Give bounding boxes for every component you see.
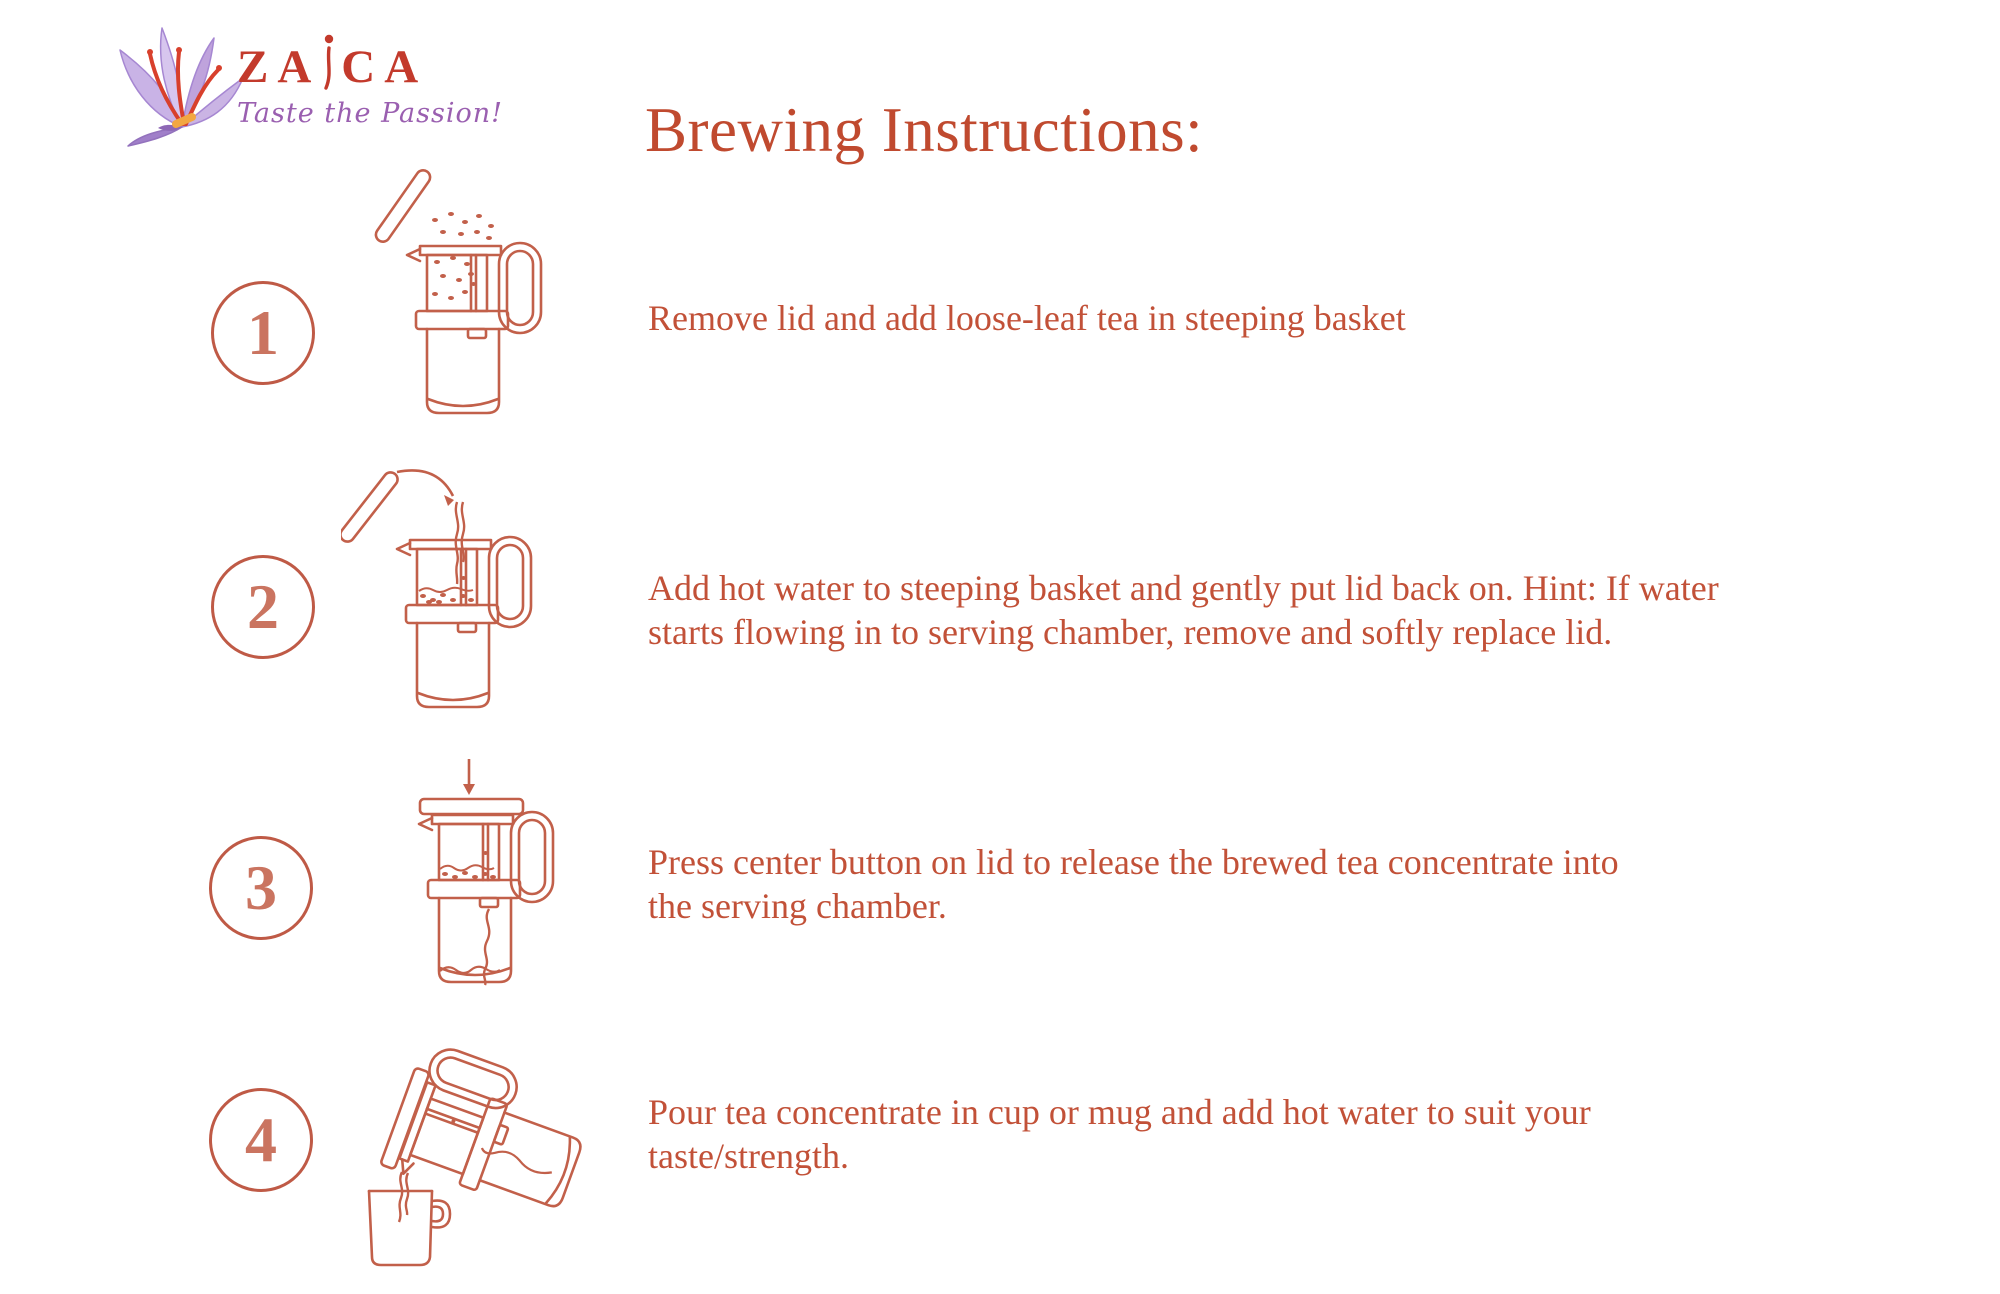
mug	[369, 1191, 450, 1265]
step-text-line: Pour tea concentrate in cup or mug and add hot water to suit your	[648, 1092, 1591, 1132]
step-number: 4	[245, 1104, 277, 1175]
step-1-text	[648, 296, 1628, 340]
stylized-i-icon	[320, 34, 338, 92]
step-4-text	[648, 1090, 1628, 1178]
brand-name-right: CA	[341, 41, 428, 93]
step-text-line: taste/strength.	[648, 1136, 849, 1176]
step-text-line: Remove lid and add loose-leaf tea in steeping basket	[648, 298, 1406, 338]
brand-logo	[237, 34, 503, 129]
saffron-flower-icon	[100, 22, 250, 150]
step-4-illustration	[352, 1030, 600, 1290]
brand-name-left: ZA	[237, 41, 321, 93]
step-2-illustration	[341, 450, 546, 724]
brand-name	[237, 34, 503, 91]
step-3-number-badge	[209, 836, 313, 940]
step-1-number-badge	[211, 281, 315, 385]
brand-tagline: Taste the Passion!	[237, 98, 503, 129]
step-text-line: Press center button on lid to release the brewed tea concentrate into	[648, 842, 1619, 882]
step-number: 3	[245, 852, 277, 923]
step-text-line: the serving chamber.	[648, 886, 947, 926]
step-1-illustration	[373, 158, 545, 430]
step-2-text	[648, 566, 1888, 654]
step-3-illustration	[393, 753, 558, 1013]
step-2-number-badge	[211, 555, 315, 659]
step-3-text	[648, 840, 1668, 928]
step-text-line: Add hot water to steeping basket and gently put lid back on. Hint: If water	[648, 568, 1719, 608]
step-4-number-badge	[209, 1088, 313, 1192]
page-title: Brewing Instructions:	[645, 95, 1204, 165]
step-number: 1	[247, 297, 279, 368]
step-number: 2	[247, 571, 279, 642]
step-text-line: starts flowing in to serving chamber, remove and softly replace lid.	[648, 612, 1613, 652]
